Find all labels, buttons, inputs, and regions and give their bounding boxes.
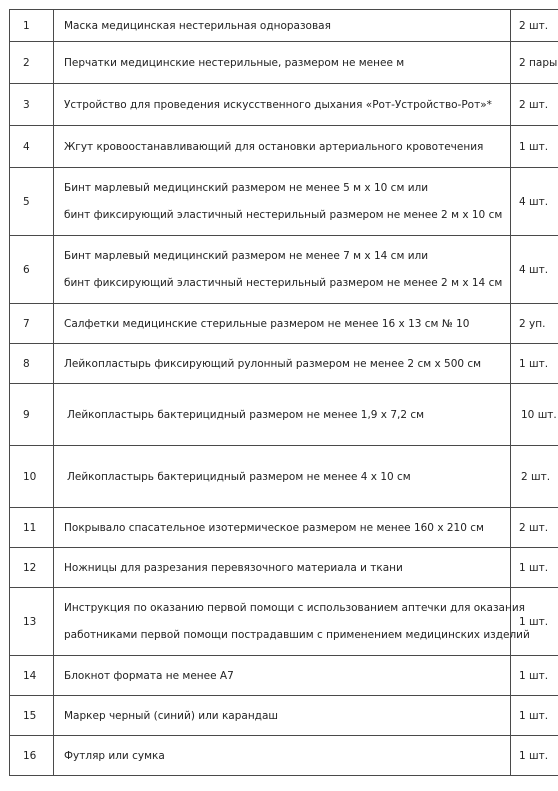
item-name (54, 508, 511, 548)
table-row (10, 446, 558, 508)
item-name (54, 236, 511, 304)
item-name-line: бинт фиксирующий эластичный нестерильный размером не менее 2 м x 14 см (64, 277, 503, 289)
item-number: 4 (10, 126, 54, 168)
item-quantity: 1 шт. (511, 344, 558, 384)
item-number: 3 (10, 84, 54, 126)
item-quantity: 1 шт. (511, 548, 558, 588)
item-name-line: Лейкопластырь фиксирующий рулонный размером не менее 2 см x 500 см (64, 357, 482, 370)
item-name (54, 42, 511, 84)
item-quantity: 2 шт. (511, 84, 558, 126)
first-aid-kit-table (9, 9, 558, 776)
item-name-line: бинт фиксирующий эластичный нестерильный размером не менее 2 м x 10 см (64, 209, 503, 221)
item-quantity: 2 шт. (511, 508, 558, 548)
table-row (10, 656, 558, 696)
item-quantity: 2 шт. (511, 10, 558, 42)
item-quantity: 2 пары (511, 42, 558, 84)
item-name-line: Перчатки медицинские нестерильные, размером не менее м (64, 56, 405, 69)
item-name-line: Ножницы для разрезания перевязочного материала и ткани (64, 561, 403, 574)
table-row (10, 736, 558, 776)
table-row (10, 304, 558, 344)
item-name-line: Покрывало спасательное изотермическое размером не менее 160 x 210 см (64, 521, 484, 534)
item-name-line: Инструкция по оказанию первой помощи с использованием аптечки для оказания (64, 602, 525, 614)
item-name (54, 588, 530, 656)
item-quantity: 4 шт. (511, 168, 558, 236)
item-number: 15 (10, 696, 54, 736)
table-row (10, 42, 558, 84)
item-name (54, 10, 511, 42)
item-name (54, 446, 511, 508)
item-number: 7 (10, 304, 54, 344)
table-row (10, 236, 558, 304)
item-name-line: Бинт марлевый медицинский размером не менее 5 м x 10 см или (64, 182, 429, 194)
item-number: 12 (10, 548, 54, 588)
table-row (10, 384, 558, 446)
table-row (10, 588, 558, 656)
item-number: 1 (10, 10, 54, 42)
item-name-line: работниками первой помощи пострадавшим с применением медицинских изделий (64, 629, 530, 641)
item-quantity: 4 шт. (511, 236, 558, 304)
item-name (54, 126, 511, 168)
item-name-line: Бинт марлевый медицинский размером не менее 7 м x 14 см или (64, 250, 429, 262)
item-name (54, 84, 511, 126)
item-quantity: 2 уп. (511, 304, 558, 344)
item-name-line: Жгут кровоостанавливающий для остановки артериального кровотечения (64, 140, 484, 153)
item-number: 10 (10, 446, 54, 508)
item-number: 5 (10, 168, 54, 236)
table-row (10, 168, 558, 236)
item-name (54, 344, 511, 384)
item-number: 9 (10, 384, 54, 446)
table-row (10, 10, 558, 42)
table-row (10, 508, 558, 548)
item-name (54, 304, 511, 344)
item-quantity: 10 шт. (511, 384, 558, 446)
item-name-line: Маркер черный (синий) или карандаш (64, 709, 278, 722)
item-quantity: 1 шт. (511, 696, 558, 736)
table-row (10, 344, 558, 384)
item-number: 6 (10, 236, 54, 304)
table-row (10, 84, 558, 126)
item-quantity: 1 шт. (511, 656, 558, 696)
item-name-line: Футляр или сумка (64, 749, 165, 762)
item-name-line: Лейкопластырь бактерицидный размером не менее 4 x 10 см (67, 470, 411, 483)
item-quantity: 1 шт. (511, 736, 558, 776)
item-name (54, 696, 511, 736)
item-name-line: Салфетки медицинские стерильные размером не менее 16 x 13 см № 10 (64, 317, 470, 330)
item-number: 14 (10, 656, 54, 696)
item-name (54, 548, 511, 588)
item-number: 13 (10, 588, 54, 656)
item-number: 8 (10, 344, 54, 384)
item-quantity: 2 шт. (511, 446, 558, 508)
table-row (10, 126, 558, 168)
item-name-line: Блокнот формата не менее А7 (64, 669, 234, 682)
item-quantity: 1 шт. (511, 126, 558, 168)
item-number: 2 (10, 42, 54, 84)
item-name (54, 736, 511, 776)
table-row (10, 548, 558, 588)
item-quantity: 1 шт. (511, 588, 558, 656)
item-name (54, 168, 511, 236)
item-name-line: Лейкопластырь бактерицидный размером не менее 1,9 x 7,2 см (67, 408, 425, 421)
table-row (10, 696, 558, 736)
item-number: 11 (10, 508, 54, 548)
item-name-line: Устройство для проведения искусственного дыхания «Рот-Устройство-Рот»* (64, 98, 492, 111)
item-number: 16 (10, 736, 54, 776)
item-name (54, 656, 511, 696)
item-name-line: Маска медицинская нестерильная одноразовая (64, 19, 331, 32)
item-name (54, 384, 511, 446)
